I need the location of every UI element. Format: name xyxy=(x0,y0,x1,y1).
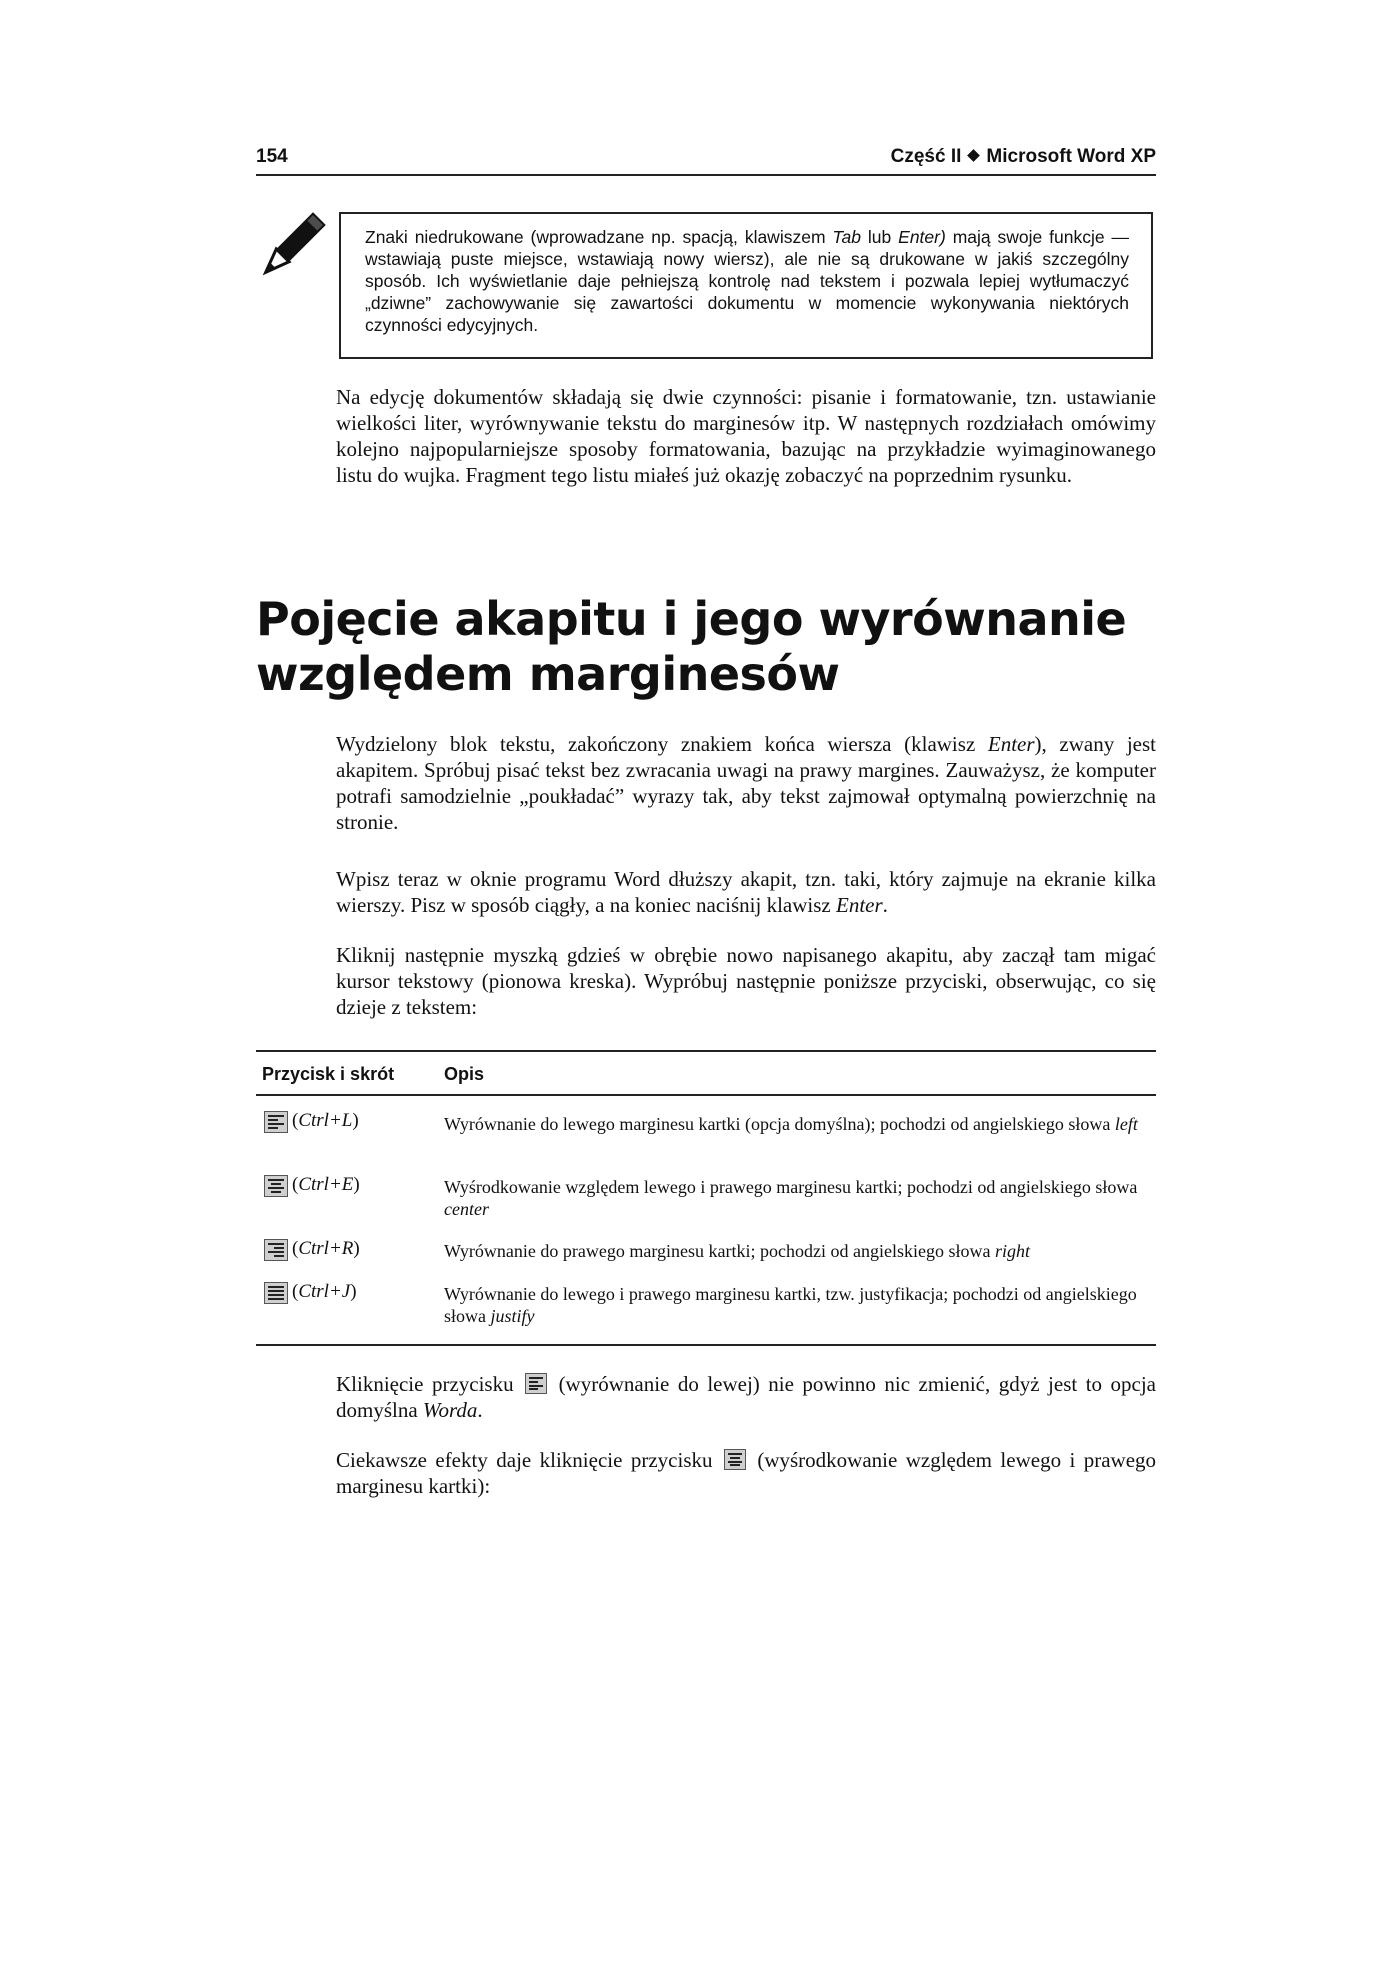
table-row-key xyxy=(264,1110,359,1133)
table-rule-header xyxy=(256,1094,1156,1096)
text: Wyrównanie do lewego i prawego marginesu kartki, tzw. justyfikacja; pochodzi od angielskiego słowa xyxy=(444,1284,1137,1326)
text: ( xyxy=(292,1281,299,1302)
align-right-icon xyxy=(264,1239,288,1261)
text: Ciekawsze efekty daje kliknięcie przycisku xyxy=(336,1448,713,1472)
align-left-icon xyxy=(264,1111,288,1133)
note-text: Znaki niedrukowane (wprowadzane np. spacją, klawiszem xyxy=(365,227,833,247)
note-text: mają swoje funkcje — wstawiają puste miejsce, wstawiają nowy wiersz), ale nie są drukowane w jakiś szczególny sposób. Ich wyświetlanie daje pełniejszą kontrolę nad tekstem i pozwala lepiej wytłumaczyć „dziwne” zachowywanie się zawartości dokumentu w momencie wykonywania niektórych czynności edycyjnych. xyxy=(365,227,1129,335)
table-row-desc xyxy=(444,1176,1144,1220)
text: (wyrównanie do lewej) nie powinno nic zmienić, gdyż jest to opcja domyślna xyxy=(336,1372,1156,1422)
paragraph xyxy=(336,1371,1156,1423)
paragraph xyxy=(336,1447,1156,1499)
text: ( xyxy=(292,1174,299,1195)
english-word: right xyxy=(994,1241,1030,1261)
english-word: justify xyxy=(490,1306,535,1326)
header-book: Microsoft Word XP xyxy=(986,146,1156,167)
text: Wydzielony blok tekstu, zakończony znakiem końca wiersza (klawisz xyxy=(336,732,988,756)
diamond-icon xyxy=(968,149,981,162)
section-heading xyxy=(256,592,1156,702)
english-word: left xyxy=(1114,1114,1138,1134)
pencil-icon xyxy=(252,212,327,287)
program-name: Worda xyxy=(422,1398,478,1422)
shortcut: Ctrl+E xyxy=(298,1174,354,1195)
note-key-tab: Tab xyxy=(832,227,861,247)
text: Wpisz teraz w oknie programu Word dłuższy akapit, tzn. taki, który zajmuje na ekranie kilka wierszy. Pisz w sposób ciągły, a na koniec naciśnij klawisz xyxy=(336,867,1156,917)
note-text: lub xyxy=(860,227,899,247)
text: . xyxy=(477,1398,483,1422)
text: ( xyxy=(292,1110,299,1131)
text: Wyrównanie do prawego marginesu kartki; pochodzi od angielskiego słowa xyxy=(444,1241,995,1261)
shortcut: Ctrl+L xyxy=(298,1110,353,1131)
key-name: Enter xyxy=(987,732,1035,756)
text: ), zwany jest akapitem. Spróbuj pisać tekst bez zwracania uwagi na prawy margines. Zauważysz, że komputer potrafi samodzielnie „poukładać” wyrazy tak, aby tekst zajmował optymalną powierzchnię na stronie. xyxy=(336,732,1156,834)
text: ) xyxy=(350,1281,357,1302)
text: (wyśrodkowanie względem lewego i prawego marginesu kartki): xyxy=(336,1448,1157,1498)
heading-line: Pojęcie akapitu i jego wyrównanie xyxy=(256,592,1127,646)
table-header-description: Opis xyxy=(444,1064,485,1084)
paragraph: Kliknij następnie myszką gdzieś w obrębie nowo napisanego akapitu, aby zaczął tam migać kursor tekstowy (pionowa kreska). Wypróbuj następnie poniższe przyciski, obserwując, co się dzieje z tekstem: xyxy=(336,943,1156,1019)
table-row-key xyxy=(264,1174,360,1197)
text: ) xyxy=(353,1174,360,1195)
page-number: 154 xyxy=(256,146,288,167)
table-row-desc xyxy=(444,1113,1144,1135)
note-key-enter: Enter) xyxy=(898,227,946,247)
text: Wyśrodkowanie względem lewego i prawego marginesu kartki; pochodzi od angielskiego słowa xyxy=(444,1177,1138,1197)
key-name: Enter xyxy=(836,893,883,917)
text: ( xyxy=(292,1238,299,1259)
header-part: Część II xyxy=(890,146,962,167)
table-rule-top xyxy=(256,1050,1156,1052)
english-word: center xyxy=(444,1199,489,1219)
table-row-key xyxy=(264,1281,357,1304)
running-header xyxy=(891,146,1156,168)
text: ) xyxy=(352,1110,359,1131)
table-header-button: Przycisk i skrót xyxy=(262,1064,395,1084)
table-row-key xyxy=(264,1238,360,1261)
text: . xyxy=(882,893,888,917)
table-rule-bottom xyxy=(256,1344,1156,1346)
align-center-icon xyxy=(724,1449,746,1470)
text: Kliknięcie przycisku xyxy=(336,1372,514,1396)
table-row-desc xyxy=(444,1283,1144,1327)
table-row-desc xyxy=(444,1240,1144,1262)
shortcut: Ctrl+J xyxy=(298,1281,351,1302)
align-justify-icon xyxy=(264,1282,288,1304)
paragraph: Na edycję dokumentów składają się dwie czynności: pisanie i formatowanie, tzn. ustawianie wielkości liter, wyrównywanie tekstu do marginesów itp. W następnych rozdziałach omówimy kolejno najpopularniejsze sposoby formatowania, bazując na przykładzie wyimaginowanego listu do wujka. Fragment tego listu miałeś już okazję zobaczyć na poprzednim rysunku. xyxy=(336,385,1156,487)
note-box xyxy=(339,212,1153,359)
header-rule xyxy=(256,174,1156,176)
shortcut: Ctrl+R xyxy=(298,1238,354,1259)
align-center-icon xyxy=(264,1175,288,1197)
paragraph xyxy=(336,866,1156,918)
text: ) xyxy=(353,1238,360,1259)
heading-line: względem marginesów xyxy=(256,647,840,701)
align-left-icon xyxy=(525,1373,547,1394)
paragraph xyxy=(336,731,1156,835)
text: Wyrównanie do lewego marginesu kartki (opcja domyślna); pochodzi od angielskiego słowa xyxy=(444,1114,1115,1134)
